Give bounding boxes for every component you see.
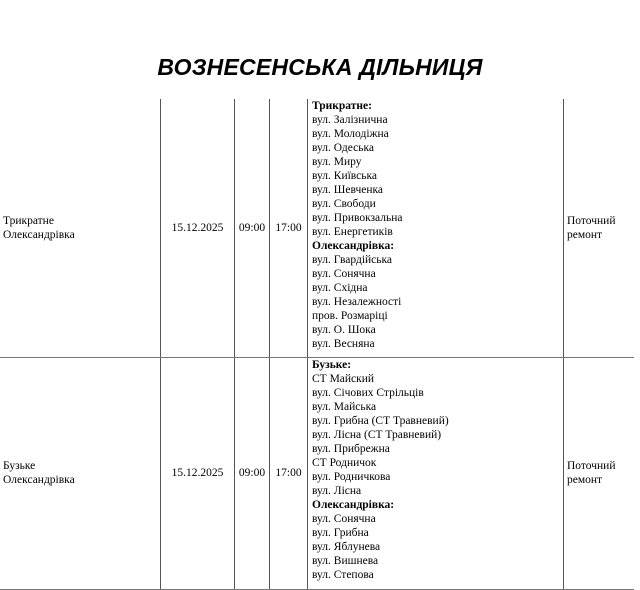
location-line: Олександрівка — [3, 228, 75, 241]
street-item: вул. Східна — [312, 282, 368, 294]
street-item: вул. Сонячна — [312, 512, 376, 525]
street-item: вул. Залізнична — [312, 114, 388, 126]
street-item: вул. Яблунева — [312, 540, 381, 553]
location-line: Трикратне — [3, 214, 54, 227]
reason-line: ремонт — [567, 228, 603, 241]
settlement-header: Олександрівка: — [312, 240, 395, 252]
street-item: вул. Вишнева — [312, 554, 379, 567]
date-cell: 15.12.2025 — [161, 99, 235, 357]
location-line: Бузьке — [3, 460, 36, 472]
street-item: вул. Грибна — [312, 526, 369, 539]
date-cell: 15.12.2025 — [161, 357, 235, 589]
street-item: вул. Київська — [312, 170, 378, 182]
reason-cell — [564, 99, 635, 357]
table-body — [0, 99, 634, 589]
reason-cell — [564, 357, 635, 589]
street-item: СТ Майский — [312, 372, 375, 385]
start-time-cell: 09:00 — [235, 99, 270, 357]
street-item: вул. Привокзальна — [312, 212, 403, 224]
location-line: Олександрівка — [3, 474, 75, 486]
street-item: вул. Свободи — [312, 198, 376, 210]
settlement-header: Бузьке: — [312, 358, 352, 371]
street-item: пров. Розмаріцi — [312, 310, 388, 322]
table-row — [0, 357, 634, 589]
street-item: вул. Весняна — [312, 338, 375, 350]
street-item: вул. Прибрежна — [312, 442, 390, 455]
street-item: вул. Миру — [312, 156, 362, 168]
street-item: СТ Родничок — [312, 456, 377, 469]
street-item: вул. Січових Стрільців — [312, 386, 424, 399]
streets-cell — [308, 357, 564, 589]
street-item: вул. Енергетиків — [312, 226, 393, 238]
settlement-header: Олександрівка: — [312, 498, 395, 511]
street-item: вул. Молодіжна — [312, 128, 389, 140]
street-item: вул. Грибна (СТ Травневий) — [312, 414, 449, 427]
street-item: вул. Одеська — [312, 142, 375, 154]
street-item: вул. Лісна (СТ Травневий) — [312, 428, 442, 441]
street-item: вул. Майська — [312, 400, 377, 413]
streets-cell — [308, 99, 564, 357]
reason-line: ремонт — [567, 474, 603, 486]
end-time-cell: 17:00 — [270, 99, 308, 357]
location-cell — [0, 99, 161, 357]
street-item: вул. Степова — [312, 568, 374, 581]
street-item: вул. Лісна — [312, 484, 362, 497]
table-row — [0, 99, 634, 357]
start-time-cell: 09:00 — [235, 357, 270, 589]
street-item: вул. Родничкова — [312, 470, 391, 483]
outage-schedule-table — [0, 99, 634, 590]
street-item: вул. Сонячна — [312, 268, 376, 280]
reason-line: Поточний — [567, 460, 616, 472]
reason-line: Поточний — [567, 214, 616, 227]
section-title: ВОЗНЕСЕНСЬКА ДІЛЬНИЦЯ — [157, 54, 483, 80]
street-item: вул. О. Шока — [312, 324, 376, 336]
street-item: вул. Шевченка — [312, 184, 384, 196]
end-time-cell: 17:00 — [270, 357, 308, 589]
location-cell — [0, 357, 161, 589]
settlement-header: Трикратне: — [312, 100, 372, 112]
street-item: вул. Гвардійська — [312, 254, 393, 266]
street-item: вул. Незалежності — [312, 296, 402, 308]
